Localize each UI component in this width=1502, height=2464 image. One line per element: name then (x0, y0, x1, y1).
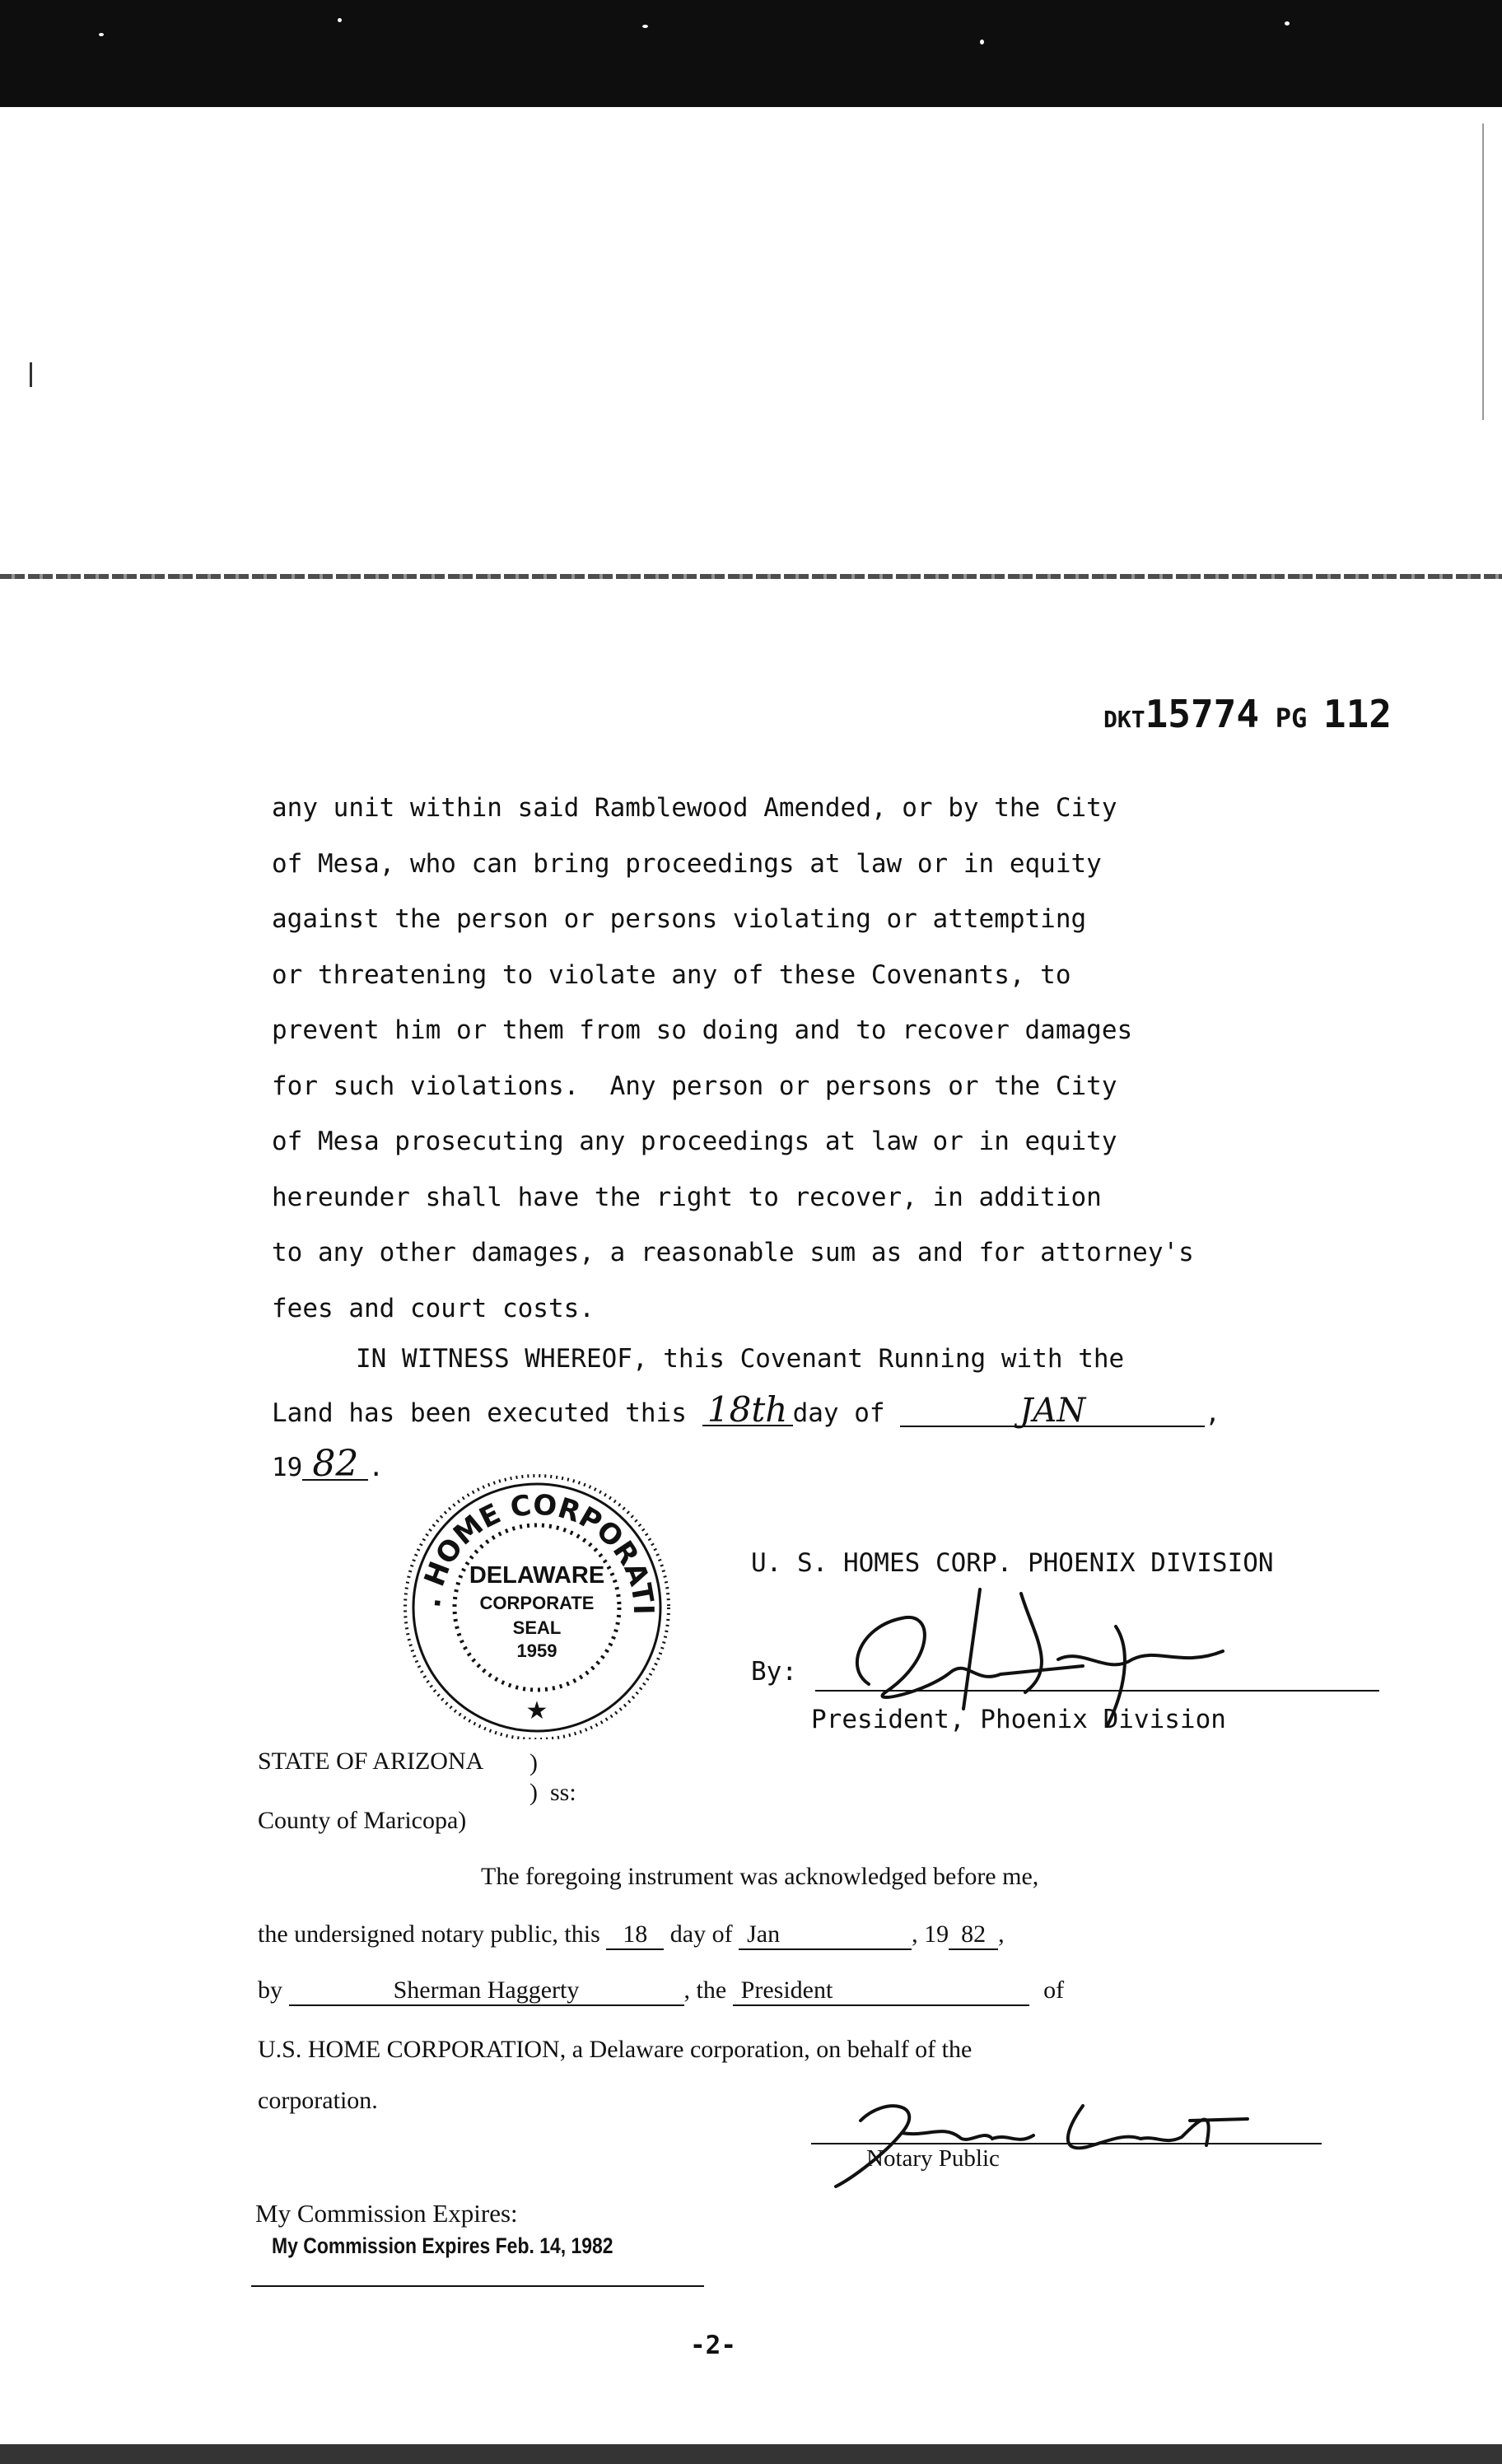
witness-line-2 (272, 1389, 1220, 1430)
scan-speck (642, 25, 648, 28)
scan-speck (1285, 21, 1290, 26)
venue-ss: ) ss: (529, 1779, 576, 1806)
ack-text: by (258, 1976, 282, 2004)
witness-text: , (1205, 1398, 1220, 1428)
ack-line-1: The foregoing instrument was acknowledged before me, (481, 1863, 1039, 1890)
body-line: against the person or persons violating or attempting (272, 904, 1087, 934)
handwritten-day: 18th (702, 1395, 793, 1426)
docket-pg-label: PG (1275, 702, 1308, 734)
handwritten-year: 82 (302, 1449, 368, 1481)
docket-prefix: DKT (1103, 706, 1145, 733)
fold-line (0, 574, 1502, 579)
body-line: to any other damages, a reasonable sum as and for attorney's (272, 1238, 1194, 1267)
venue-state: STATE OF ARIZONA (258, 1748, 484, 1775)
body-line: fees and court costs. (272, 1293, 595, 1323)
ack-text: , the (683, 1976, 727, 2004)
commission-label: My Commission Expires: (255, 2199, 518, 2228)
covenant-body (272, 781, 1194, 1337)
ack-line-3 (258, 1976, 1064, 2006)
ack-name: Sherman Haggerty (289, 1976, 684, 2006)
ack-text: day of (669, 1920, 733, 1948)
witness-line-1: IN WITNESS WHEREOF, this Covenant Running with the (356, 1344, 1125, 1374)
body-line: any unit within said Ramblewood Amended, or by the City (272, 793, 1117, 823)
seal-line-1: DELAWARE (469, 1562, 605, 1589)
year-prefix: 19 (272, 1453, 303, 1482)
ack-text: , (998, 1920, 1005, 1948)
docket-book: 15774 (1145, 692, 1260, 736)
corporate-seal-graphic (389, 1468, 685, 1739)
commission-stamp: My Commission Expires Feb. 14, 1982 (272, 2233, 613, 2258)
year-suffix: . (368, 1453, 384, 1482)
president-title: President, Phoenix Division (811, 1705, 1226, 1734)
page-number: -2- (690, 2331, 736, 2360)
notary-signature (803, 2088, 1264, 2191)
body-line: of Mesa prosecuting any proceedings at law or in equity (272, 1127, 1117, 1156)
ack-office: President (733, 1976, 1029, 2006)
body-line: for such violations. Any person or persons or the City (272, 1071, 1117, 1101)
corporate-seal (389, 1468, 685, 1739)
ack-text: , 19 (912, 1920, 949, 1948)
body-line: or threatening to violate any of these Covenants, to (272, 959, 1071, 990)
ack-line-2 (258, 1920, 1005, 1950)
witness-text: day of (792, 1398, 885, 1428)
seal-ring-text: . HOME CORPORATI (414, 1488, 660, 1616)
by-label: By: (751, 1657, 797, 1687)
body-line: prevent him or them from so doing and to recover damages (272, 1015, 1133, 1045)
seal-line-4: 1959 (516, 1640, 557, 1661)
scan-speck (99, 33, 104, 36)
ack-line-4: U.S. HOME CORPORATION, a Delaware corporation, on behalf of the (258, 2036, 973, 2063)
handwritten-month: JAN (900, 1396, 1205, 1427)
ack-month: Jan (739, 1920, 912, 1950)
witness-year (272, 1443, 384, 1485)
commission-rule (251, 2285, 704, 2287)
docket-number (1103, 692, 1392, 736)
scan-speck (338, 18, 342, 22)
scan-mark (30, 362, 32, 387)
venue-county: County of Maricopa) (258, 1807, 467, 1834)
scan-speck (980, 40, 984, 44)
witness-text: Land has been executed this (272, 1398, 687, 1428)
scan-top-band (0, 0, 1502, 107)
seal-line-3: SEAL (512, 1617, 562, 1638)
notary-signature-line (811, 2143, 1322, 2144)
ack-day: 18 (606, 1920, 664, 1950)
ack-line-5: corporation. (258, 2087, 378, 2114)
body-line: of Mesa, who can bring proceedings at law or in equity (272, 848, 1102, 879)
body-line: hereunder shall have the right to recover, in addition (272, 1182, 1102, 1212)
scan-bottom-edge (0, 2444, 1502, 2464)
docket-page: 112 (1322, 692, 1392, 736)
notary-label: Notary Public (866, 2145, 1000, 2172)
seal-star-icon: ★ (525, 1696, 548, 1725)
company-name: U. S. HOMES CORP. PHOENIX DIVISION (751, 1548, 1274, 1578)
ack-text: of (1043, 1976, 1065, 2004)
venue-paren: ) (529, 1749, 538, 1776)
scan-mark (1482, 124, 1484, 420)
ack-year: 82 (949, 1920, 998, 1950)
seal-line-2: CORPORATE (479, 1593, 595, 1613)
ack-text: the undersigned notary public, this (258, 1920, 600, 1948)
